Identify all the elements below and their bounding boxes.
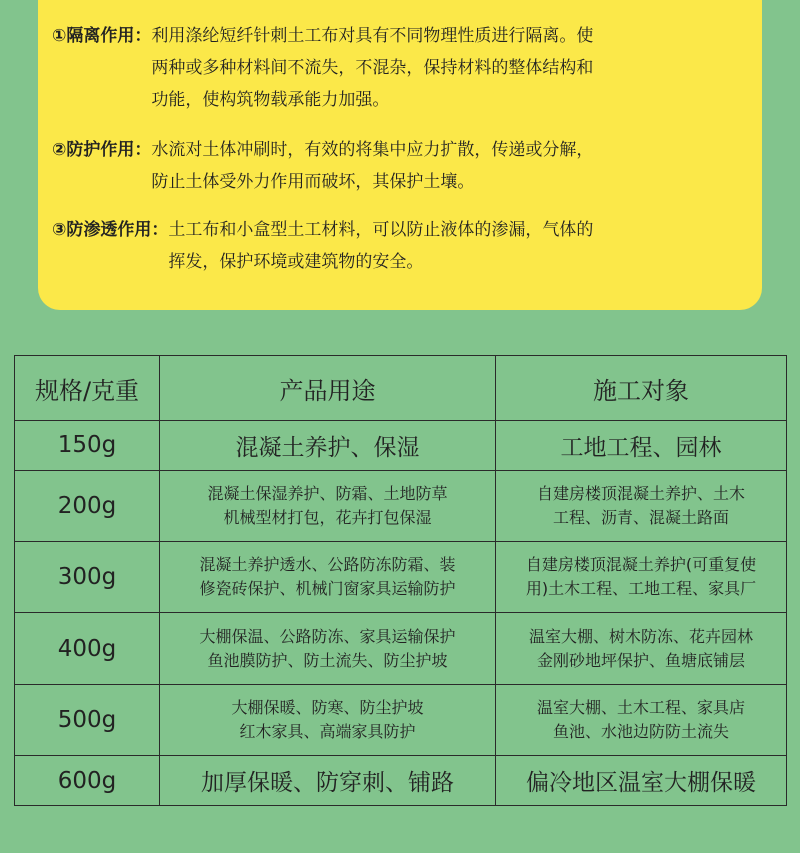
header-target: 施工对象 bbox=[496, 356, 787, 421]
table-row bbox=[15, 421, 787, 471]
target-cell bbox=[496, 542, 787, 613]
header-weight: 规格/克重 bbox=[15, 356, 160, 421]
target-line: 自建房楼顶混凝土养护(可重复使 bbox=[525, 555, 757, 575]
function-line: 功能，使构筑物载承能力加强。 bbox=[151, 90, 390, 110]
function-anti-seepage bbox=[52, 214, 752, 278]
use-line: 鱼池膜防护、防土流失、防尘护坡 bbox=[207, 650, 448, 670]
weight-cell: 150g bbox=[15, 421, 160, 471]
spec-table bbox=[14, 355, 787, 806]
use-line: 混凝土保湿养护、防霜、土地防草 bbox=[207, 483, 448, 503]
function-label: ①隔离作用： bbox=[52, 26, 152, 46]
use-cell bbox=[160, 470, 496, 541]
table-row bbox=[15, 613, 787, 684]
target-cell bbox=[496, 684, 787, 755]
weight-cell: 200g bbox=[15, 470, 160, 541]
function-text bbox=[151, 20, 593, 116]
table-row bbox=[15, 470, 787, 541]
function-line: 水流对土体冲刷时，有效的将集中应力扩散，传递或分解， bbox=[151, 140, 594, 160]
use-line: 混凝土养护透水、公路防冻防霜、装 bbox=[199, 555, 456, 575]
weight-cell: 400g bbox=[15, 613, 160, 684]
use-cell bbox=[160, 613, 496, 684]
use-line: 大棚保温、公路防冻、家具运输保护 bbox=[199, 626, 456, 646]
function-line: 两种或多种材料间不流失，不混杂，保持材料的整体结构和 bbox=[151, 58, 594, 78]
use-line: 加厚保暖、防穿刺、铺路 bbox=[201, 770, 454, 797]
function-line: 利用涤纶短纤针刺土工布对具有不同物理性质进行隔离。使 bbox=[151, 26, 594, 46]
function-text bbox=[168, 214, 593, 278]
table-row bbox=[15, 756, 787, 806]
target-cell bbox=[496, 756, 787, 806]
use-cell bbox=[160, 421, 496, 471]
table-row bbox=[15, 684, 787, 755]
weight-cell: 600g bbox=[15, 756, 160, 806]
use-line: 机械型材打包，花卉打包保湿 bbox=[223, 507, 432, 527]
use-cell bbox=[160, 756, 496, 806]
target-line: 工地工程、园林 bbox=[560, 434, 722, 461]
use-cell bbox=[160, 542, 496, 613]
function-protection bbox=[52, 134, 742, 198]
target-line: 工程、沥青、混凝土路面 bbox=[552, 507, 729, 527]
function-label: ③防渗透作用： bbox=[52, 220, 169, 240]
target-line: 鱼池、水池边防防土流失 bbox=[552, 722, 729, 742]
use-line: 混凝土养护、保湿 bbox=[235, 434, 420, 461]
use-line: 大棚保暖、防寒、防尘护坡 bbox=[231, 698, 424, 718]
function-label: ②防护作用： bbox=[52, 140, 152, 160]
function-line: 挥发，保护环境或建筑物的安全。 bbox=[168, 252, 424, 272]
target-line: 温室大棚、树木防冻、花卉园林 bbox=[528, 626, 753, 646]
table-row bbox=[15, 542, 787, 613]
function-line: 土工布和小盒型土工材料，可以防止液体的渗漏，气体的 bbox=[168, 220, 594, 240]
header-use: 产品用途 bbox=[160, 356, 496, 421]
target-line: 金刚砂地坪保护、鱼塘底铺层 bbox=[536, 650, 745, 670]
target-line: 温室大棚、土木工程、家具店 bbox=[536, 698, 745, 718]
target-cell bbox=[496, 421, 787, 471]
weight-cell: 300g bbox=[15, 542, 160, 613]
use-cell bbox=[160, 684, 496, 755]
target-line: 用)土木工程、工地工程、家具厂 bbox=[525, 579, 757, 599]
target-cell bbox=[496, 613, 787, 684]
use-line: 红木家具、高端家具防护 bbox=[239, 722, 416, 742]
function-line: 防止土体受外力作用而破坏，其保护土壤。 bbox=[151, 172, 475, 192]
function-text bbox=[151, 134, 593, 198]
target-line: 偏冷地区温室大棚保暖 bbox=[526, 770, 756, 797]
target-cell bbox=[496, 470, 787, 541]
weight-cell: 500g bbox=[15, 684, 160, 755]
use-line: 修瓷砖保护、机械门窗家具运输防护 bbox=[199, 579, 456, 599]
target-line: 自建房楼顶混凝土养护、土木 bbox=[536, 483, 745, 503]
table-header-row bbox=[15, 356, 787, 421]
function-isolation bbox=[52, 20, 742, 116]
